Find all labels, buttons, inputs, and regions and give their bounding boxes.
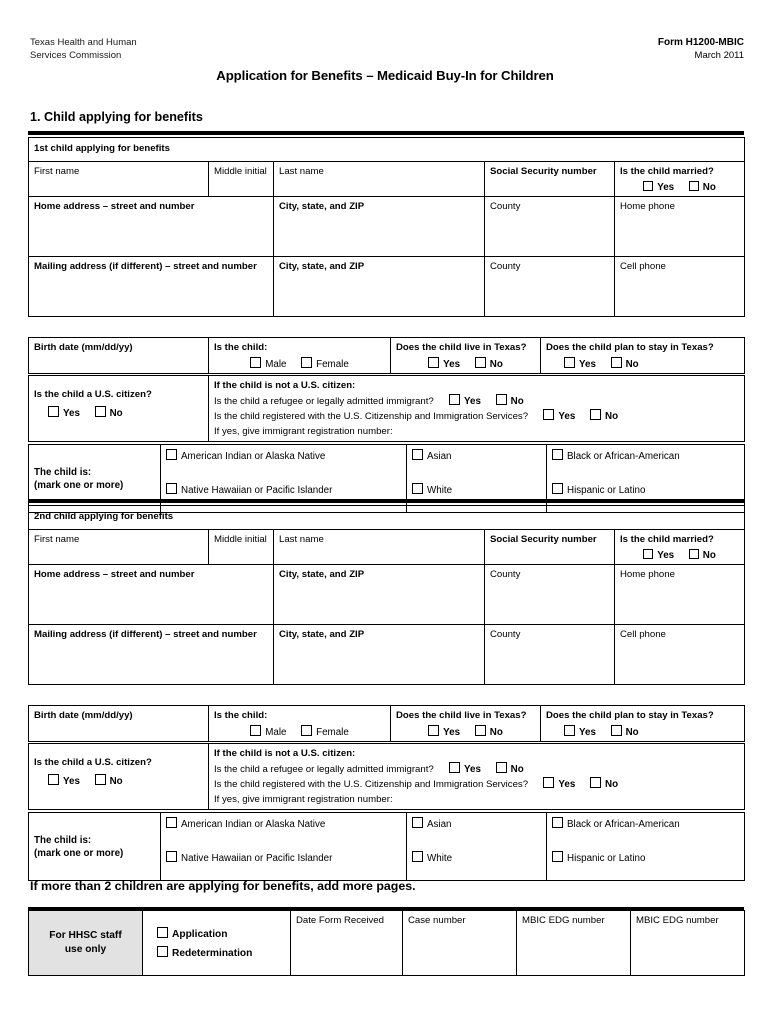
table-row — [29, 376, 745, 442]
cell-phone-cell[interactable] — [615, 625, 745, 685]
ssn-label: Social Security number — [490, 534, 597, 545]
option-label: Male — [265, 359, 287, 370]
mbic-edg-number-cell-1[interactable] — [517, 911, 631, 976]
married-cell[interactable] — [615, 530, 745, 565]
option-label: Yes — [443, 727, 461, 738]
race-asian-option[interactable] — [412, 819, 452, 830]
checkbox-icon[interactable] — [543, 777, 554, 788]
checkbox-icon[interactable] — [643, 181, 653, 191]
gender-male-option[interactable] — [250, 357, 286, 371]
gender-cell[interactable] — [209, 706, 391, 742]
us-citizen-label: Is the child a U.S. citizen? — [34, 757, 152, 768]
checkbox-icon[interactable] — [166, 449, 177, 460]
option-label: No — [510, 395, 524, 407]
mbic-edg-label: MBIC EDG number — [636, 915, 719, 926]
us-citizen-options — [34, 406, 203, 420]
us-citizen-label: Is the child a U.S. citizen? — [34, 389, 152, 400]
option-label: Female — [316, 359, 349, 370]
option-label: No — [605, 411, 619, 422]
checkbox-icon[interactable] — [689, 181, 699, 191]
staff-use-line-2: use only — [64, 944, 107, 955]
live-texas-no-option[interactable] — [475, 725, 503, 739]
checkbox-icon[interactable] — [166, 483, 177, 494]
citizen-no-option[interactable] — [95, 774, 123, 788]
option-label: No — [625, 727, 639, 738]
ssn-cell[interactable] — [485, 162, 615, 197]
checkbox-icon[interactable] — [48, 774, 59, 785]
gender-cell[interactable] — [209, 338, 391, 374]
option-label: Yes — [464, 395, 481, 407]
birth-date-label: Birth date (mm/dd/yy) — [34, 710, 133, 721]
home-phone-cell[interactable] — [615, 565, 745, 625]
mailing-address-cell[interactable] — [29, 257, 274, 317]
immigrant-registration-label[interactable]: If yes, give immigrant registration number: — [214, 793, 393, 805]
us-citizen-cell[interactable] — [29, 744, 209, 810]
county-label: County — [490, 261, 521, 272]
option-label: Application — [172, 928, 228, 940]
option-label: Yes — [63, 776, 80, 787]
checkbox-icon[interactable] — [166, 817, 177, 828]
refugee-yes-option[interactable] — [449, 762, 481, 778]
checkbox-icon[interactable] — [475, 357, 486, 368]
checkbox-icon[interactable] — [564, 357, 575, 368]
agency-line-1: Texas Health and Human — [30, 37, 137, 48]
race-cell[interactable] — [547, 813, 745, 847]
hhsc-staff-table — [28, 910, 745, 976]
table-row — [29, 625, 745, 685]
staff-use-line-1: For HHSC staff — [49, 930, 122, 941]
option-label: No — [605, 779, 619, 790]
date-form-received-label: Date Form Received — [296, 915, 384, 926]
refugee-no-option[interactable] — [496, 394, 524, 410]
mailing-city-cell[interactable] — [274, 625, 485, 685]
city-state-zip-label: City, state, and ZIP — [279, 569, 365, 580]
live-in-texas-options — [396, 357, 535, 371]
mailing-city-cell[interactable] — [274, 257, 485, 317]
checkbox-icon[interactable] — [552, 851, 563, 862]
checkbox-icon[interactable] — [611, 357, 622, 368]
page-header — [30, 36, 744, 62]
child-2-birth-table — [28, 705, 745, 742]
uscis-no-option[interactable] — [590, 409, 618, 425]
mailing-address-label: Mailing address (if different) – street and number — [34, 261, 257, 272]
option-label: Redetermination — [172, 947, 253, 959]
married-label: Is the child married? — [620, 166, 714, 177]
stay-in-texas-options — [546, 357, 739, 371]
option-label: Asian — [427, 451, 452, 462]
checkbox-icon[interactable] — [301, 725, 312, 736]
race-american-indian-option[interactable] — [166, 819, 325, 830]
home-city-cell[interactable] — [274, 565, 485, 625]
middle-initial-cell[interactable] — [209, 162, 274, 197]
child-1-birth-table — [28, 337, 745, 374]
mark-one-or-more-label: (mark one or more) — [34, 480, 124, 491]
checkbox-icon[interactable] — [475, 725, 486, 736]
birth-date-cell[interactable] — [29, 338, 209, 374]
stay-in-texas-label: Does the child plan to stay in Texas? — [546, 342, 714, 353]
option-label: Yes — [63, 408, 80, 419]
form-meta — [658, 36, 744, 62]
checkbox-icon[interactable] — [564, 725, 575, 736]
stay-texas-no-option[interactable] — [611, 357, 639, 371]
checkbox-icon[interactable] — [250, 725, 261, 736]
form-type-cell[interactable] — [143, 911, 291, 976]
first-name-label: First name — [34, 166, 80, 177]
checkbox-icon[interactable] — [543, 409, 554, 420]
race-american-indian-option[interactable] — [166, 451, 325, 462]
checkbox-icon[interactable] — [157, 927, 168, 938]
home-phone-cell[interactable] — [615, 197, 745, 257]
checkbox-icon[interactable] — [48, 406, 59, 417]
checkbox-icon[interactable] — [301, 357, 312, 368]
first-name-label: First name — [34, 534, 80, 545]
gender-options — [214, 725, 385, 739]
child-1-band: 1st child applying for benefits — [29, 138, 745, 162]
first-name-cell[interactable] — [29, 162, 209, 197]
table-row — [29, 565, 745, 625]
live-texas-yes-option[interactable] — [428, 357, 460, 371]
married-yes-option[interactable] — [643, 181, 674, 194]
table-row — [29, 813, 745, 847]
option-label: Hispanic or Latino — [567, 852, 646, 864]
option-label: No — [702, 182, 716, 193]
child-2-top-rule — [28, 499, 744, 503]
us-citizen-cell[interactable] — [29, 376, 209, 442]
the-child-is-label: The child is: — [34, 467, 92, 478]
race-hispanic-option[interactable] — [552, 485, 645, 496]
option-label: Yes — [657, 550, 675, 561]
middle-initial-cell[interactable] — [209, 530, 274, 565]
stay-texas-no-option[interactable] — [611, 725, 639, 739]
option-label: Hispanic or Latino — [567, 484, 646, 496]
table-row — [29, 138, 745, 162]
child-2-band: 2nd child applying for benefits — [29, 506, 745, 530]
table-row — [29, 530, 745, 565]
uscis-label: Is the child registered with the U.S. Citizenship and Immigration Services? — [214, 779, 529, 790]
mbic-edg-number-cell-2[interactable] — [631, 911, 745, 976]
option-label: Yes — [443, 359, 461, 370]
last-name-label: Last name — [279, 166, 324, 177]
birth-date-label: Birth date (mm/dd/yy) — [34, 342, 133, 353]
uscis-question-row — [214, 409, 739, 425]
cell-phone-cell[interactable] — [615, 257, 745, 317]
child-2-table — [28, 505, 745, 685]
race-asian-option[interactable] — [412, 451, 452, 462]
non-citizen-cell[interactable] — [209, 376, 745, 442]
race-black-option[interactable] — [552, 451, 680, 462]
refugee-label: Is the child a refugee or legally admitted immigrant? — [214, 763, 434, 775]
checkbox-icon[interactable] — [412, 483, 423, 494]
refugee-yes-option[interactable] — [449, 394, 481, 410]
checkbox-icon[interactable] — [552, 483, 563, 494]
race-cell[interactable] — [161, 847, 407, 881]
agency-line-2: Services Commission — [30, 50, 122, 61]
option-label: Native Hawaiian or Pacific Islander — [181, 852, 333, 864]
option-label: Yes — [657, 182, 675, 193]
married-yes-option[interactable] — [643, 549, 674, 562]
form-number: Form H1200-MBIC — [657, 37, 744, 48]
option-label: White — [427, 852, 453, 864]
staff-use-only-cell — [29, 911, 143, 976]
checkbox-icon[interactable] — [689, 549, 699, 559]
checkbox-icon[interactable] — [590, 409, 601, 420]
checkbox-icon[interactable] — [412, 817, 423, 828]
refugee-label: Is the child a refugee or legally admitted immigrant? — [214, 395, 434, 407]
checkbox-icon[interactable] — [449, 762, 460, 773]
more-children-note: If more than 2 children are applying for benefits, add more pages. — [30, 879, 416, 893]
uscis-no-option[interactable] — [590, 777, 618, 793]
checkbox-icon[interactable] — [95, 774, 106, 785]
live-in-texas-label: Does the child live in Texas? — [396, 710, 527, 721]
the-child-is-label: The child is: — [34, 835, 92, 846]
married-cell[interactable] — [615, 162, 745, 197]
gender-options — [214, 357, 385, 371]
mailing-county-cell[interactable] — [485, 625, 615, 685]
home-address-label: Home address – street and number — [34, 569, 195, 580]
stay-in-texas-options — [546, 725, 739, 739]
live-in-texas-cell[interactable] — [391, 338, 541, 374]
race-native-hawaiian-option[interactable] — [166, 485, 332, 496]
table-row — [29, 706, 745, 742]
option-label: No — [702, 550, 716, 561]
citizen-yes-option[interactable] — [48, 406, 80, 420]
form-date: March 2011 — [694, 50, 744, 61]
race-cell[interactable] — [161, 813, 407, 847]
agency-name — [30, 36, 137, 62]
uscis-label: Is the child registered with the U.S. Citizenship and Immigration Services? — [214, 411, 529, 422]
uscis-question-row — [214, 777, 739, 793]
checkbox-icon[interactable] — [250, 357, 261, 368]
checkbox-icon[interactable] — [428, 725, 439, 736]
birth-date-cell[interactable] — [29, 706, 209, 742]
home-phone-label: Home phone — [620, 201, 675, 212]
table-row — [29, 162, 745, 197]
citizen-no-option[interactable] — [95, 406, 123, 420]
county-label: County — [490, 629, 521, 640]
first-name-cell[interactable] — [29, 530, 209, 565]
city-state-zip-label: City, state, and ZIP — [279, 261, 365, 272]
home-county-cell[interactable] — [485, 197, 615, 257]
option-label: No — [625, 359, 639, 370]
cell-phone-label: Cell phone — [620, 261, 666, 272]
non-citizen-heading: If the child is not a U.S. citizen: — [214, 748, 356, 759]
option-label: Native Hawaiian or Pacific Islander — [181, 484, 333, 496]
option-label: No — [489, 727, 503, 738]
non-citizen-cell[interactable] — [209, 744, 745, 810]
checkbox-icon[interactable] — [552, 817, 563, 828]
checkbox-icon[interactable] — [590, 777, 601, 788]
race-cell[interactable] — [407, 847, 547, 881]
county-label: County — [490, 569, 521, 580]
live-in-texas-label: Does the child live in Texas? — [396, 342, 527, 353]
option-label: Yes — [558, 411, 576, 422]
married-label: Is the child married? — [620, 534, 714, 545]
option-label: Female — [316, 727, 349, 738]
option-label: No — [510, 763, 524, 775]
option-label: White — [427, 484, 453, 496]
gender-female-option[interactable] — [301, 725, 349, 739]
stay-in-texas-cell[interactable] — [541, 706, 745, 742]
gender-male-option[interactable] — [250, 725, 286, 739]
checkbox-icon[interactable] — [157, 946, 168, 957]
refugee-question-row — [214, 762, 739, 778]
is-the-child-label: Is the child: — [214, 342, 268, 353]
option-label: American Indian or Alaska Native — [181, 451, 326, 462]
city-state-zip-label: City, state, and ZIP — [279, 629, 365, 640]
married-no-option[interactable] — [689, 549, 716, 562]
checkbox-icon[interactable] — [166, 851, 177, 862]
is-the-child-label: Is the child: — [214, 710, 268, 721]
checkbox-icon[interactable] — [496, 762, 507, 773]
mailing-address-label: Mailing address (if different) – street and number — [34, 629, 257, 640]
mailing-county-cell[interactable] — [485, 257, 615, 317]
mark-one-or-more-label: (mark one or more) — [34, 848, 124, 859]
table-row — [29, 911, 745, 976]
child-1-citizen-table — [28, 375, 745, 442]
checkbox-icon[interactable] — [643, 549, 653, 559]
married-options — [620, 549, 739, 562]
middle-initial-label: Middle initial — [214, 166, 267, 177]
checkbox-icon[interactable] — [412, 449, 423, 460]
child-2-citizen-table — [28, 743, 745, 810]
option-label: No — [109, 408, 123, 419]
table-row — [29, 257, 745, 317]
home-address-cell[interactable] — [29, 565, 274, 625]
application-option[interactable] — [157, 927, 285, 941]
section-1-heading: 1. Child applying for benefits — [30, 110, 203, 124]
stay-texas-yes-option[interactable] — [564, 357, 596, 371]
table-row — [29, 506, 745, 530]
race-hispanic-option[interactable] — [552, 853, 645, 864]
county-label: County — [490, 201, 521, 212]
race-native-hawaiian-option[interactable] — [166, 853, 332, 864]
option-label: Yes — [579, 359, 596, 370]
last-name-label: Last name — [279, 534, 324, 545]
table-row — [29, 744, 745, 810]
table-row — [29, 338, 745, 374]
home-city-cell[interactable] — [274, 197, 485, 257]
us-citizen-options — [34, 774, 203, 788]
ssn-cell[interactable] — [485, 530, 615, 565]
live-in-texas-cell[interactable] — [391, 706, 541, 742]
checkbox-icon[interactable] — [449, 394, 460, 405]
race-cell[interactable] — [547, 847, 745, 881]
cell-phone-label: Cell phone — [620, 629, 666, 640]
date-form-received-cell[interactable] — [291, 911, 403, 976]
married-options — [620, 181, 739, 194]
child-1-top-rule — [28, 131, 744, 135]
option-label: Asian — [427, 819, 452, 830]
race-white-option[interactable] — [412, 485, 452, 496]
married-no-option[interactable] — [689, 181, 716, 194]
uscis-yes-option[interactable] — [543, 409, 575, 425]
last-name-cell[interactable] — [274, 162, 485, 197]
checkbox-icon[interactable] — [428, 357, 439, 368]
stay-in-texas-cell[interactable] — [541, 338, 745, 374]
uscis-yes-option[interactable] — [543, 777, 575, 793]
option-label: Male — [265, 727, 287, 738]
child-1-table — [28, 137, 745, 317]
document-title: Application for Benefits – Medicaid Buy-In for Children — [216, 68, 554, 83]
middle-initial-label: Middle initial — [214, 534, 267, 545]
checkbox-icon[interactable] — [552, 449, 563, 460]
live-in-texas-options — [396, 725, 535, 739]
race-cell[interactable] — [407, 813, 547, 847]
checkbox-icon[interactable] — [496, 394, 507, 405]
race-cell[interactable] — [547, 445, 745, 479]
home-county-cell[interactable] — [485, 565, 615, 625]
checkbox-icon[interactable] — [412, 851, 423, 862]
race-cell[interactable] — [407, 445, 547, 479]
option-label: American Indian or Alaska Native — [181, 819, 326, 830]
option-label: Yes — [558, 779, 576, 790]
live-texas-no-option[interactable] — [475, 357, 503, 371]
home-phone-label: Home phone — [620, 569, 675, 580]
last-name-cell[interactable] — [274, 530, 485, 565]
home-address-cell[interactable] — [29, 197, 274, 257]
ssn-label: Social Security number — [490, 166, 597, 177]
case-number-cell[interactable] — [403, 911, 517, 976]
non-citizen-heading: If the child is not a U.S. citizen: — [214, 380, 356, 391]
race-cell[interactable] — [161, 445, 407, 479]
immigrant-registration-label[interactable]: If yes, give immigrant registration number: — [214, 425, 393, 437]
city-state-zip-label: City, state, and ZIP — [279, 201, 365, 212]
live-texas-yes-option[interactable] — [428, 725, 460, 739]
race-label-cell — [29, 813, 161, 881]
option-label: Black or African-American — [567, 451, 680, 462]
citizen-yes-option[interactable] — [48, 774, 80, 788]
home-address-label: Home address – street and number — [34, 201, 195, 212]
stay-in-texas-label: Does the child plan to stay in Texas? — [546, 710, 714, 721]
option-label: No — [489, 359, 503, 370]
table-row — [29, 197, 745, 257]
stay-texas-yes-option[interactable] — [564, 725, 596, 739]
redetermination-option[interactable] — [157, 946, 285, 960]
case-number-label: Case number — [408, 915, 466, 926]
child-2-race-table — [28, 812, 745, 881]
checkbox-icon[interactable] — [611, 725, 622, 736]
option-label: No — [109, 776, 123, 787]
refugee-no-option[interactable] — [496, 762, 524, 778]
mailing-address-cell[interactable] — [29, 625, 274, 685]
gender-female-option[interactable] — [301, 357, 349, 371]
checkbox-icon[interactable] — [95, 406, 106, 417]
race-white-option[interactable] — [412, 853, 452, 864]
option-label: Yes — [464, 763, 481, 775]
option-label: Black or African-American — [567, 819, 680, 830]
race-black-option[interactable] — [552, 819, 680, 830]
refugee-question-row — [214, 394, 739, 410]
table-row — [29, 445, 745, 479]
option-label: Yes — [579, 727, 596, 738]
mbic-edg-label: MBIC EDG number — [522, 915, 605, 926]
